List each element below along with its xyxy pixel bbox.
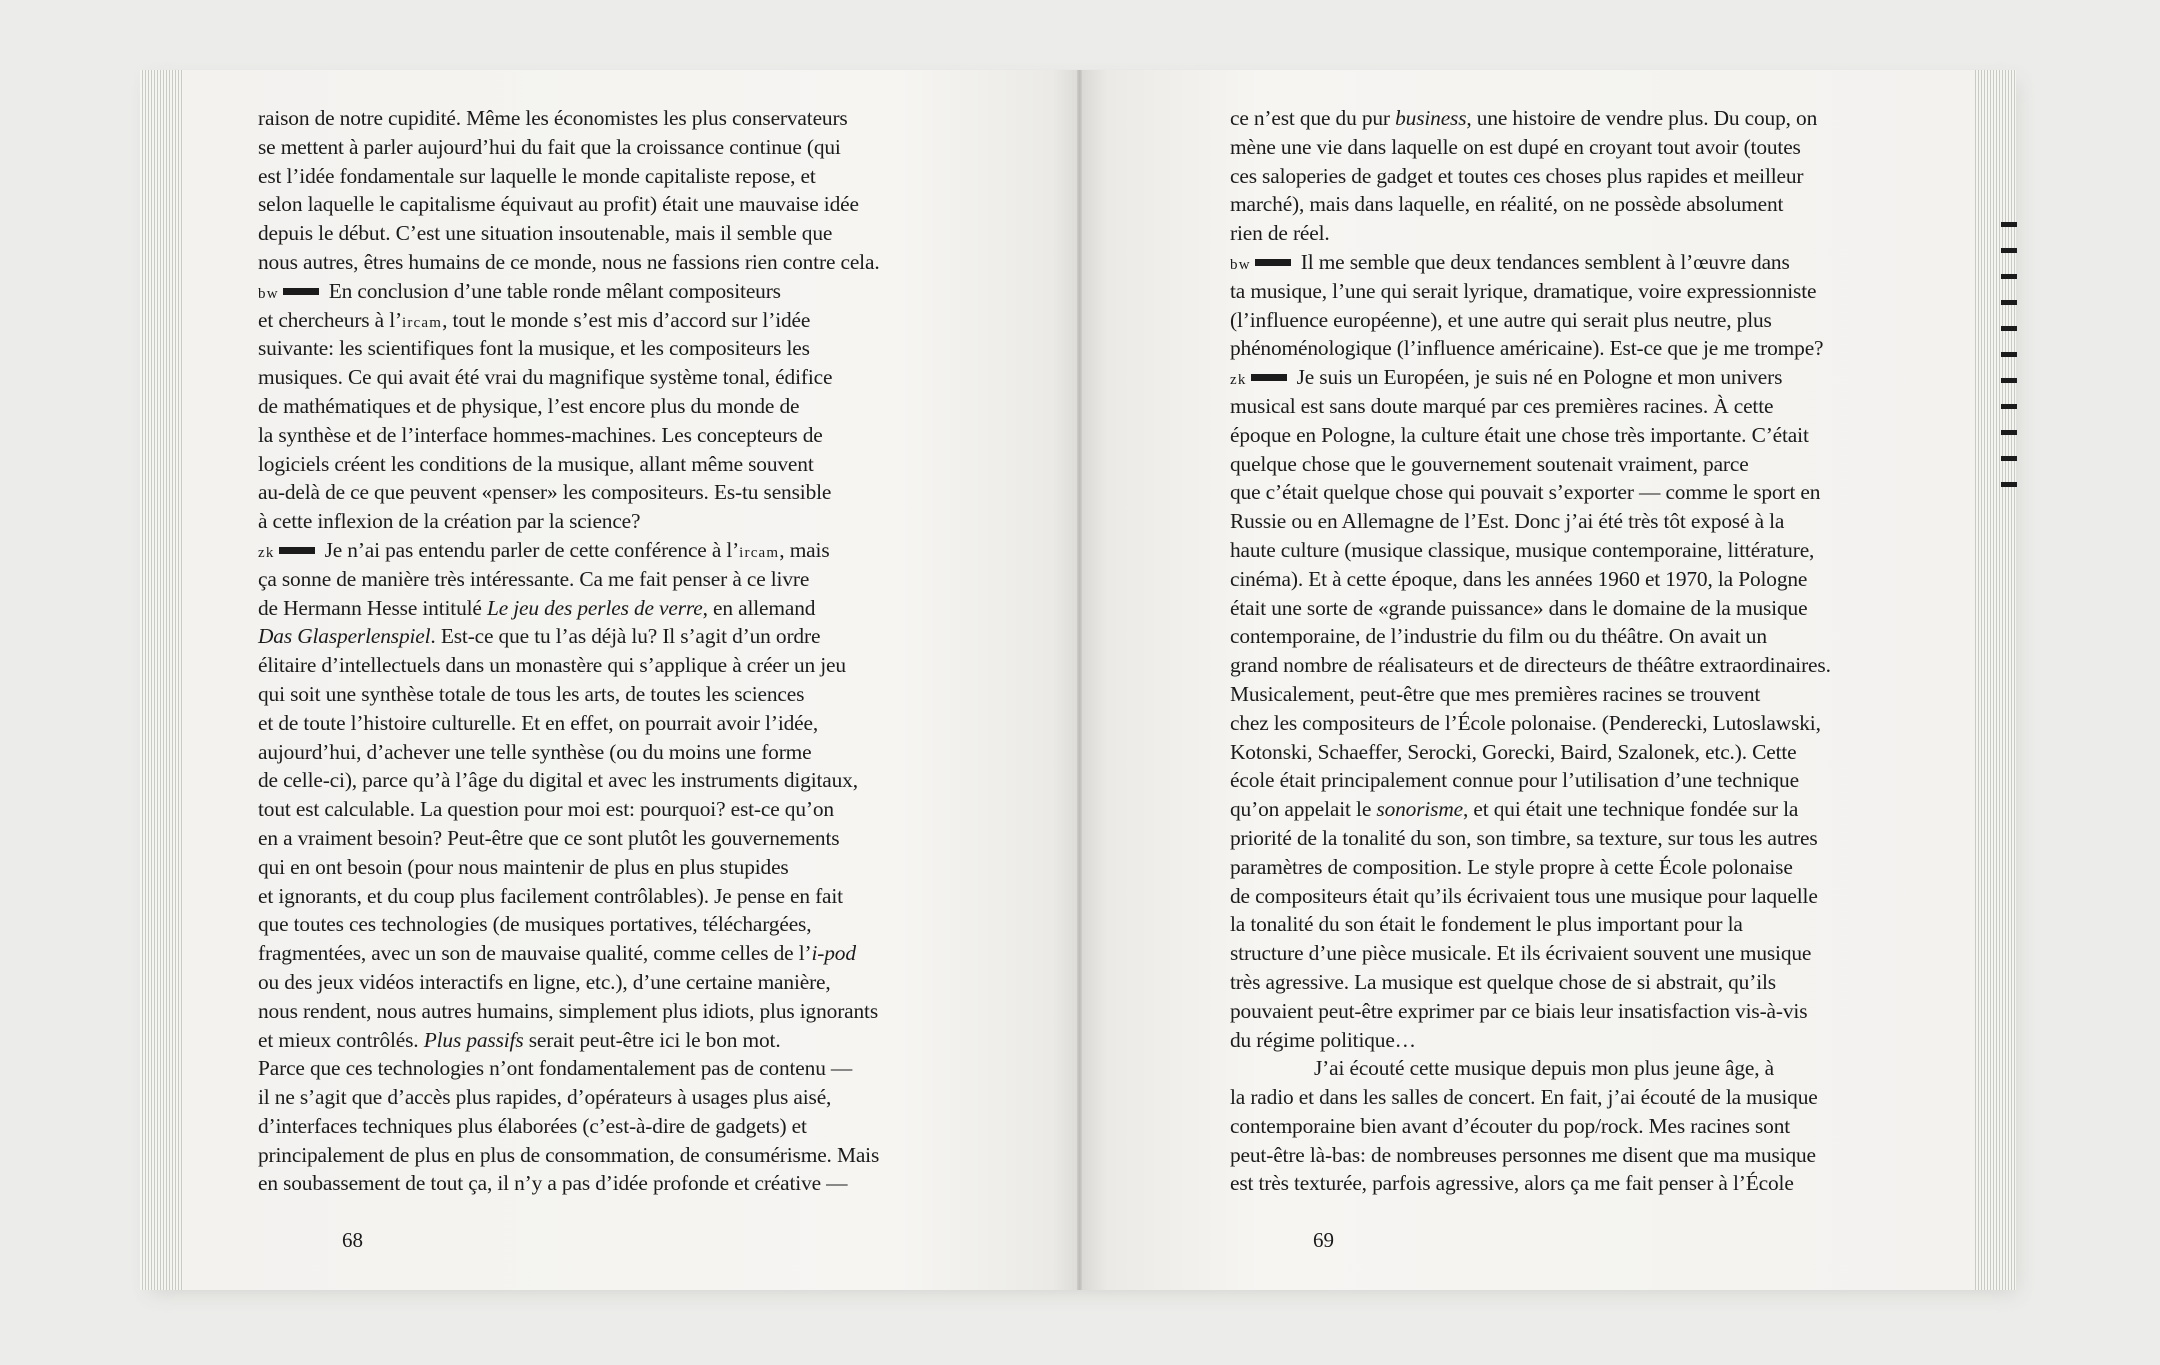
text-span: de mathématiques et de physique, l’est encore plus du monde de	[258, 393, 800, 418]
text-line	[1230, 334, 1902, 363]
text-span: haute culture (musique classique, musique contemporaine, littérature,	[1230, 537, 1815, 562]
text-span: contemporaine, de l’industrie du film ou du théâtre. On avait un	[1230, 624, 1767, 649]
text-span: J’ai écouté cette musique depuis mon plus jeune âge, à	[1314, 1056, 1774, 1081]
text-line	[1230, 594, 1902, 623]
text-line	[258, 277, 928, 306]
text-line	[1230, 709, 1902, 738]
text-span: pouvaient peut-être exprimer par ce biais leur insatisfaction vis-à-vis	[1230, 998, 1808, 1023]
thumb-index-tab	[2001, 222, 2017, 227]
text-line	[258, 910, 928, 939]
text-span: de compositeurs était qu’ils écrivaient tous une musique pour laquelle	[1230, 883, 1818, 908]
text-span: est très texturée, parfois agressive, alors ça me fait penser à l’École	[1230, 1171, 1794, 1196]
text-span: Parce que ces technologies n’ont fondamentalement pas de contenu —	[258, 1056, 853, 1081]
italic-text: sonorisme	[1376, 797, 1463, 822]
text-span: rien de réel.	[1230, 221, 1330, 246]
small-caps-label: bw	[258, 285, 279, 302]
text-line	[258, 507, 928, 536]
text-span: du régime politique…	[1230, 1027, 1416, 1052]
text-span: peut-être là-bas: de nombreuses personnes me disent que ma musique	[1230, 1142, 1816, 1167]
text-line	[1230, 162, 1902, 191]
text-span: au-delà de ce que peuvent «penser» les compositeurs. Es-tu sensible	[258, 480, 832, 505]
speaker-dash	[279, 547, 315, 554]
text-line	[258, 1169, 928, 1198]
text-line	[1230, 536, 1902, 565]
text-line	[1230, 306, 1902, 335]
small-caps-label: ircam	[739, 544, 780, 561]
text-span: en a vraiment besoin? Peut-être que ce sont plutôt les gouvernements	[258, 825, 840, 850]
text-span: cinéma). Et à cette époque, dans les années 1960 et 1970, la Pologne	[1230, 566, 1808, 591]
text-line	[258, 1141, 928, 1170]
text-span: , et qui était une technique fondée sur la	[1463, 797, 1799, 822]
text-span: mène une vie dans laquelle on est dupé en croyant tout avoir (toutes	[1230, 134, 1801, 159]
text-line	[1230, 939, 1902, 968]
text-span: de celle-ci), parce qu’à l’âge du digital et avec les instruments digitaux,	[258, 768, 858, 793]
text-line	[258, 795, 928, 824]
text-span: ces saloperies de gadget et toutes ces choses plus rapides et meilleur	[1230, 163, 1804, 188]
text-span: Il me semble que deux tendances semblent à l’œuvre dans	[1300, 249, 1790, 274]
left-page-edges	[140, 70, 186, 1290]
thumb-index-tab	[2001, 404, 2017, 409]
text-line	[258, 680, 928, 709]
text-span: la synthèse et de l’interface hommes-machines. Les concepteurs de	[258, 422, 823, 447]
text-span: très agressive. La musique est quelque chose de si abstrait, qu’ils	[1230, 969, 1776, 994]
text-line	[1230, 910, 1902, 939]
text-line	[1230, 363, 1902, 392]
text-span: qui soit une synthèse totale de tous les arts, de toutes les sciences	[258, 681, 805, 706]
text-line	[258, 824, 928, 853]
text-span: de Hermann Hesse intitulé	[258, 595, 487, 620]
text-line	[258, 622, 928, 651]
text-span: que toutes ces technologies (de musiques portatives, téléchargées,	[258, 912, 812, 937]
thumb-index-tab	[2001, 378, 2017, 383]
text-line	[1230, 1112, 1902, 1141]
thumb-index-tab	[2001, 352, 2017, 357]
right-page-edges	[1972, 70, 2016, 1290]
text-line	[258, 450, 928, 479]
text-span: contemporaine bien avant d’écouter du pop/rock. Mes racines sont	[1230, 1113, 1791, 1138]
text-line	[1230, 392, 1902, 421]
text-line	[1230, 680, 1902, 709]
text-span: , mais	[779, 537, 830, 562]
text-line	[258, 133, 928, 162]
text-span: école était principalement connue pour l’utilisation d’une technique	[1230, 768, 1799, 793]
text-line	[1230, 1054, 1902, 1083]
text-line	[258, 766, 928, 795]
text-line	[258, 1026, 928, 1055]
thumb-index-tab	[2001, 248, 2017, 253]
text-line	[1230, 622, 1902, 651]
thumb-index-tab	[2001, 482, 2017, 487]
text-span: à cette inflexion de la création par la science?	[258, 509, 641, 534]
text-span: , tout le monde s’est mis d’accord sur l’idée	[442, 307, 811, 332]
text-span: structure d’une pièce musicale. Et ils écrivaient souvent une musique	[1230, 941, 1812, 966]
text-span: ce n’est que du pur	[1230, 106, 1396, 130]
text-line	[1230, 565, 1902, 594]
text-line	[1230, 421, 1902, 450]
text-span: Musicalement, peut-être que mes premières racines se trouvent	[1230, 681, 1761, 706]
text-span: nous rendent, nous autres humains, simplement plus idiots, plus ignorants	[258, 998, 879, 1023]
text-line	[258, 363, 928, 392]
text-span: élitaire d’intellectuels dans un monastère qui s’applique à créer un jeu	[258, 653, 846, 678]
text-line	[1230, 795, 1902, 824]
text-span: Russie ou en Allemagne de l’Est. Donc j’ai été très tôt exposé à la	[1230, 509, 1785, 534]
small-caps-label: zk	[258, 544, 275, 561]
italic-text: Plus passifs	[423, 1027, 524, 1052]
text-span: raison de notre cupidité. Même les économistes les plus conservateurs	[258, 106, 848, 130]
text-span: En conclusion d’une table ronde mêlant compositeurs	[328, 278, 781, 303]
text-span: musiques. Ce qui avait été vrai du magnifique système tonal, édifice	[258, 365, 833, 390]
text-line	[1230, 738, 1902, 767]
text-span: était une sorte de «grande puissance» dans le domaine de la musique	[1230, 595, 1808, 620]
text-line	[258, 248, 928, 277]
text-line	[1230, 968, 1902, 997]
text-line	[1230, 853, 1902, 882]
thumb-index-tab	[2001, 274, 2017, 279]
text-line	[1230, 651, 1902, 680]
text-line	[258, 651, 928, 680]
page-number-left: 68	[342, 1228, 363, 1252]
text-span: marché), mais dans laquelle, en réalité, on ne possède absolument	[1230, 192, 1784, 217]
text-line	[1230, 507, 1902, 536]
text-line	[258, 1083, 928, 1112]
text-span: nous autres, êtres humains de ce monde, nous ne fassions rien contre cela.	[258, 249, 880, 274]
text-span: depuis le début. C’est une situation insoutenable, mais il semble que	[258, 221, 833, 246]
text-span: (l’influence européenne), et une autre qui serait plus neutre, plus	[1230, 307, 1772, 332]
text-line	[1230, 219, 1902, 248]
text-span: et mieux contrôlés.	[258, 1027, 424, 1052]
text-line	[1230, 248, 1902, 277]
text-span: ça sonne de manière très intéressante. Ca me fait penser à ce livre	[258, 566, 810, 591]
text-span: selon laquelle le capitalisme équivaut au profit) était une mauvaise idée	[258, 192, 859, 217]
italic-text: Le jeu des perles de verre	[486, 595, 703, 620]
speaker-dash	[1255, 259, 1291, 266]
italic-text: business	[1395, 106, 1467, 130]
text-line	[258, 882, 928, 911]
text-span: ta musique, l’une qui serait lyrique, dramatique, voire expressionniste	[1230, 278, 1817, 303]
text-span: est l’idée fondamentale sur laquelle le monde capitaliste repose, et	[258, 163, 816, 188]
text-line	[1230, 824, 1902, 853]
speaker-dash	[1251, 374, 1287, 381]
italic-text: Das Glasperlenspiel	[258, 624, 431, 649]
text-line	[1230, 1169, 1902, 1198]
text-span: . Est-ce que tu l’as déjà lu? Il s’agit d’un ordre	[430, 624, 821, 649]
text-span: et ignorants, et du coup plus facilement contrôlables). Je pense en fait	[258, 883, 843, 908]
text-span: suivante: les scientifiques font la musique, et les compositeurs les	[258, 336, 810, 361]
text-span: qui en ont besoin (pour nous maintenir de plus en plus stupides	[258, 854, 789, 879]
thumb-index-tab	[2001, 430, 2017, 435]
text-line	[258, 939, 928, 968]
text-line	[258, 334, 928, 363]
text-span: d’interfaces techniques plus élaborées (c’est-à-dire de gadgets) et	[258, 1113, 807, 1138]
small-caps-label: zk	[1230, 372, 1247, 389]
small-caps-label: ircam	[401, 314, 443, 331]
text-span: Kotonski, Schaeffer, Serocki, Gorecki, Baird, Szalonek, etc.). Cette	[1230, 739, 1797, 764]
text-line	[258, 968, 928, 997]
text-span: la radio et dans les salles de concert. En fait, j’ai écouté de la musique	[1230, 1085, 1818, 1110]
text-span: la tonalité du son était le fondement le plus important pour la	[1230, 912, 1743, 937]
text-line	[258, 421, 928, 450]
text-line	[258, 709, 928, 738]
text-line	[1230, 133, 1902, 162]
text-line	[1230, 997, 1902, 1026]
speaker-dash	[283, 288, 319, 295]
text-span: chez les compositeurs de l’École polonaise. (Penderecki, Lutoslawski,	[1230, 710, 1821, 735]
text-span: fragmentées, avec un son de mauvaise qualité, comme celles de l’	[258, 941, 812, 966]
text-span: se mettent à parler aujourd’hui du fait que la croissance continue (qui	[258, 134, 841, 159]
text-line	[258, 565, 928, 594]
text-line	[258, 104, 928, 133]
text-line	[258, 306, 928, 335]
text-span: et de toute l’histoire culturelle. Et en effet, on pourrait avoir l’idée,	[258, 710, 819, 735]
text-line	[258, 190, 928, 219]
text-span: ou des jeux vidéos interactifs en ligne, etc.), d’une certaine manière,	[258, 969, 831, 994]
text-line	[258, 997, 928, 1026]
text-line	[258, 162, 928, 191]
text-line	[258, 853, 928, 882]
thumb-index-tab	[2001, 326, 2017, 331]
text-span: phénoménologique (l’influence américaine). Est-ce que je me trompe?	[1230, 336, 1824, 361]
text-span: qu’on appelait le	[1230, 797, 1377, 822]
text-span: principalement de plus en plus de consommation, de consumérisme. Mais	[258, 1142, 880, 1167]
left-page-text	[258, 104, 928, 1198]
text-span: , en allemand	[702, 595, 816, 620]
text-span: époque en Pologne, la culture était une chose très importante. C’était	[1230, 422, 1809, 447]
text-line	[1230, 882, 1902, 911]
thumb-index-tab	[2001, 300, 2017, 305]
text-line	[1230, 190, 1902, 219]
text-line	[258, 594, 928, 623]
text-line	[1230, 104, 1902, 133]
text-line	[1230, 478, 1902, 507]
text-line	[1230, 766, 1902, 795]
small-caps-label: bw	[1230, 256, 1251, 273]
page-number-right: 69	[1313, 1228, 1334, 1252]
text-span: Je suis un Européen, je suis né en Pologne et mon univers	[1296, 365, 1783, 390]
right-page-text	[1230, 104, 1902, 1198]
text-span: tout est calculable. La question pour moi est: pourquoi? est-ce qu’on	[258, 797, 834, 822]
text-span: Je n’ai pas entendu parler de cette conférence à l’	[324, 537, 740, 562]
text-span: serait peut-être ici le bon mot.	[523, 1027, 781, 1052]
text-line	[258, 392, 928, 421]
text-span: que c’était quelque chose qui pouvait s’exporter — comme le sport en	[1230, 480, 1821, 505]
text-span: quelque chose que le gouvernement soutenait vraiment, parce	[1230, 451, 1749, 476]
text-span: et chercheurs à l’	[258, 307, 402, 332]
text-line	[1230, 1026, 1902, 1055]
text-span: musical est sans doute marqué par ces premières racines. À cette	[1230, 393, 1774, 418]
text-line	[258, 478, 928, 507]
thumb-index-tab	[2001, 456, 2017, 461]
text-line	[258, 219, 928, 248]
text-span: aujourd’hui, d’achever une telle synthèse (ou du moins une forme	[258, 739, 812, 764]
book-gutter	[1077, 70, 1082, 1290]
text-line	[258, 1054, 928, 1083]
text-line	[1230, 450, 1902, 479]
text-span: il ne s’agit que d’accès plus rapides, d’opérateurs à usages plus aisé,	[258, 1085, 832, 1110]
text-span: priorité de la tonalité du son, son timbre, sa texture, sur tous les autres	[1230, 825, 1818, 850]
text-span: grand nombre de réalisateurs et de directeurs de théâtre extraordinaires.	[1230, 653, 1831, 678]
text-line	[1230, 1083, 1902, 1112]
text-line	[258, 738, 928, 767]
text-span: logiciels créent les conditions de la musique, allant même souvent	[258, 451, 814, 476]
text-span: en soubassement de tout ça, il n’y a pas d’idée profonde et créative —	[258, 1171, 848, 1196]
text-span: , une histoire de vendre plus. Du coup, on	[1466, 106, 1818, 130]
italic-text: i-pod	[811, 941, 856, 966]
text-line	[1230, 277, 1902, 306]
text-line	[258, 536, 928, 565]
text-line	[258, 1112, 928, 1141]
text-span: paramètres de composition. Le style propre à cette École polonaise	[1230, 854, 1793, 879]
text-line	[1230, 1141, 1902, 1170]
